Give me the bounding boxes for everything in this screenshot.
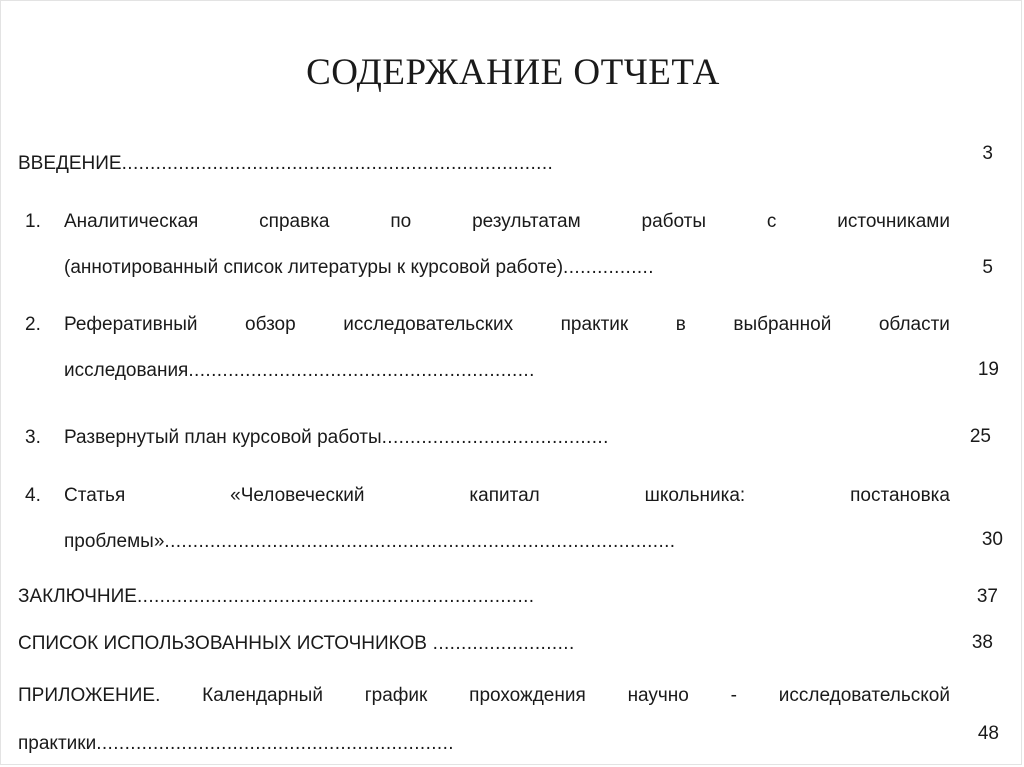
word: по	[390, 211, 412, 232]
word: прохождения	[469, 685, 586, 706]
entry-label: ЗАКЛЮЧНИЕ	[18, 586, 137, 607]
word: результатам	[472, 211, 581, 232]
word: капитал	[469, 485, 540, 506]
entry-label: проблемы»	[64, 531, 165, 552]
word: работы	[641, 211, 707, 232]
page-number: 38	[971, 632, 993, 653]
word: Статья	[64, 485, 126, 506]
word: источниками	[837, 211, 950, 232]
page-number: 48	[977, 723, 999, 744]
toc-entry-appendix-line2	[18, 732, 454, 756]
word: исследовательской	[778, 685, 950, 706]
toc-entry-1-line1	[64, 210, 950, 234]
entry-label: исследования	[64, 360, 189, 381]
word: справка	[259, 211, 330, 232]
toc-entry-1-line2	[64, 256, 654, 280]
word: Календарный	[202, 685, 323, 706]
page-title: СОДЕРЖАНИЕ ОТЧЕТА	[306, 52, 720, 93]
toc-entry-conclusion	[18, 585, 535, 609]
page-number: 5	[982, 257, 993, 278]
word: школьника:	[644, 485, 746, 506]
entry-label: СПИСОК ИСПОЛЬЗОВАННЫХ ИСТОЧНИКОВ	[18, 633, 427, 654]
entry-label: (аннотированный список литературы к курсовой работе)	[64, 257, 564, 278]
toc-entry-2-line1	[64, 313, 950, 337]
word: выбранной	[733, 314, 832, 335]
leader-dots: ............................................................................	[121, 153, 554, 174]
toc-entry-4-line2	[64, 530, 675, 554]
word: -	[730, 685, 737, 706]
word: «Человеческий	[230, 485, 365, 506]
word: в	[675, 314, 686, 335]
word: Реферативный	[64, 314, 198, 335]
word: исследовательских	[343, 314, 514, 335]
toc-entry-sources	[18, 632, 575, 656]
leader-dots: .........................	[426, 633, 575, 654]
page-number: 19	[977, 359, 999, 380]
page-number: 3	[982, 143, 993, 164]
page-number: 25	[969, 426, 991, 447]
word: ПРИЛОЖЕНИЕ.	[18, 685, 161, 706]
word: с	[766, 211, 777, 232]
toc-entry-2-line2	[64, 359, 535, 383]
word: график	[364, 685, 428, 706]
toc-entry-introduction	[18, 152, 553, 176]
page-number: 30	[981, 529, 1003, 550]
entry-label: ВВЕДЕНИЕ	[18, 153, 122, 174]
word: практик	[560, 314, 629, 335]
leader-dots: ........................................	[381, 427, 609, 448]
word: области	[878, 314, 950, 335]
word: научно	[627, 685, 689, 706]
page-number: 37	[976, 586, 998, 607]
toc-entry-appendix-line1	[18, 684, 950, 708]
list-marker: 3.	[25, 427, 41, 448]
toc-entry-3	[64, 426, 609, 450]
leader-dots: ......................................................................	[136, 586, 535, 607]
toc-entry-4-line1	[64, 484, 950, 508]
entry-label: практики	[18, 733, 97, 754]
word: постановка	[850, 485, 950, 506]
leader-dots: ...............................................................	[96, 733, 454, 754]
leader-dots: .............................................................	[188, 360, 535, 381]
list-marker: 2.	[25, 314, 41, 335]
word: обзор	[245, 314, 296, 335]
word: Аналитическая	[64, 211, 199, 232]
list-marker: 1.	[25, 211, 41, 232]
list-marker: 4.	[25, 485, 41, 506]
entry-label: Развернутый план курсовой работы	[64, 427, 382, 448]
leader-dots: ................	[563, 257, 654, 278]
leader-dots: ..........................................................................................	[164, 531, 676, 552]
